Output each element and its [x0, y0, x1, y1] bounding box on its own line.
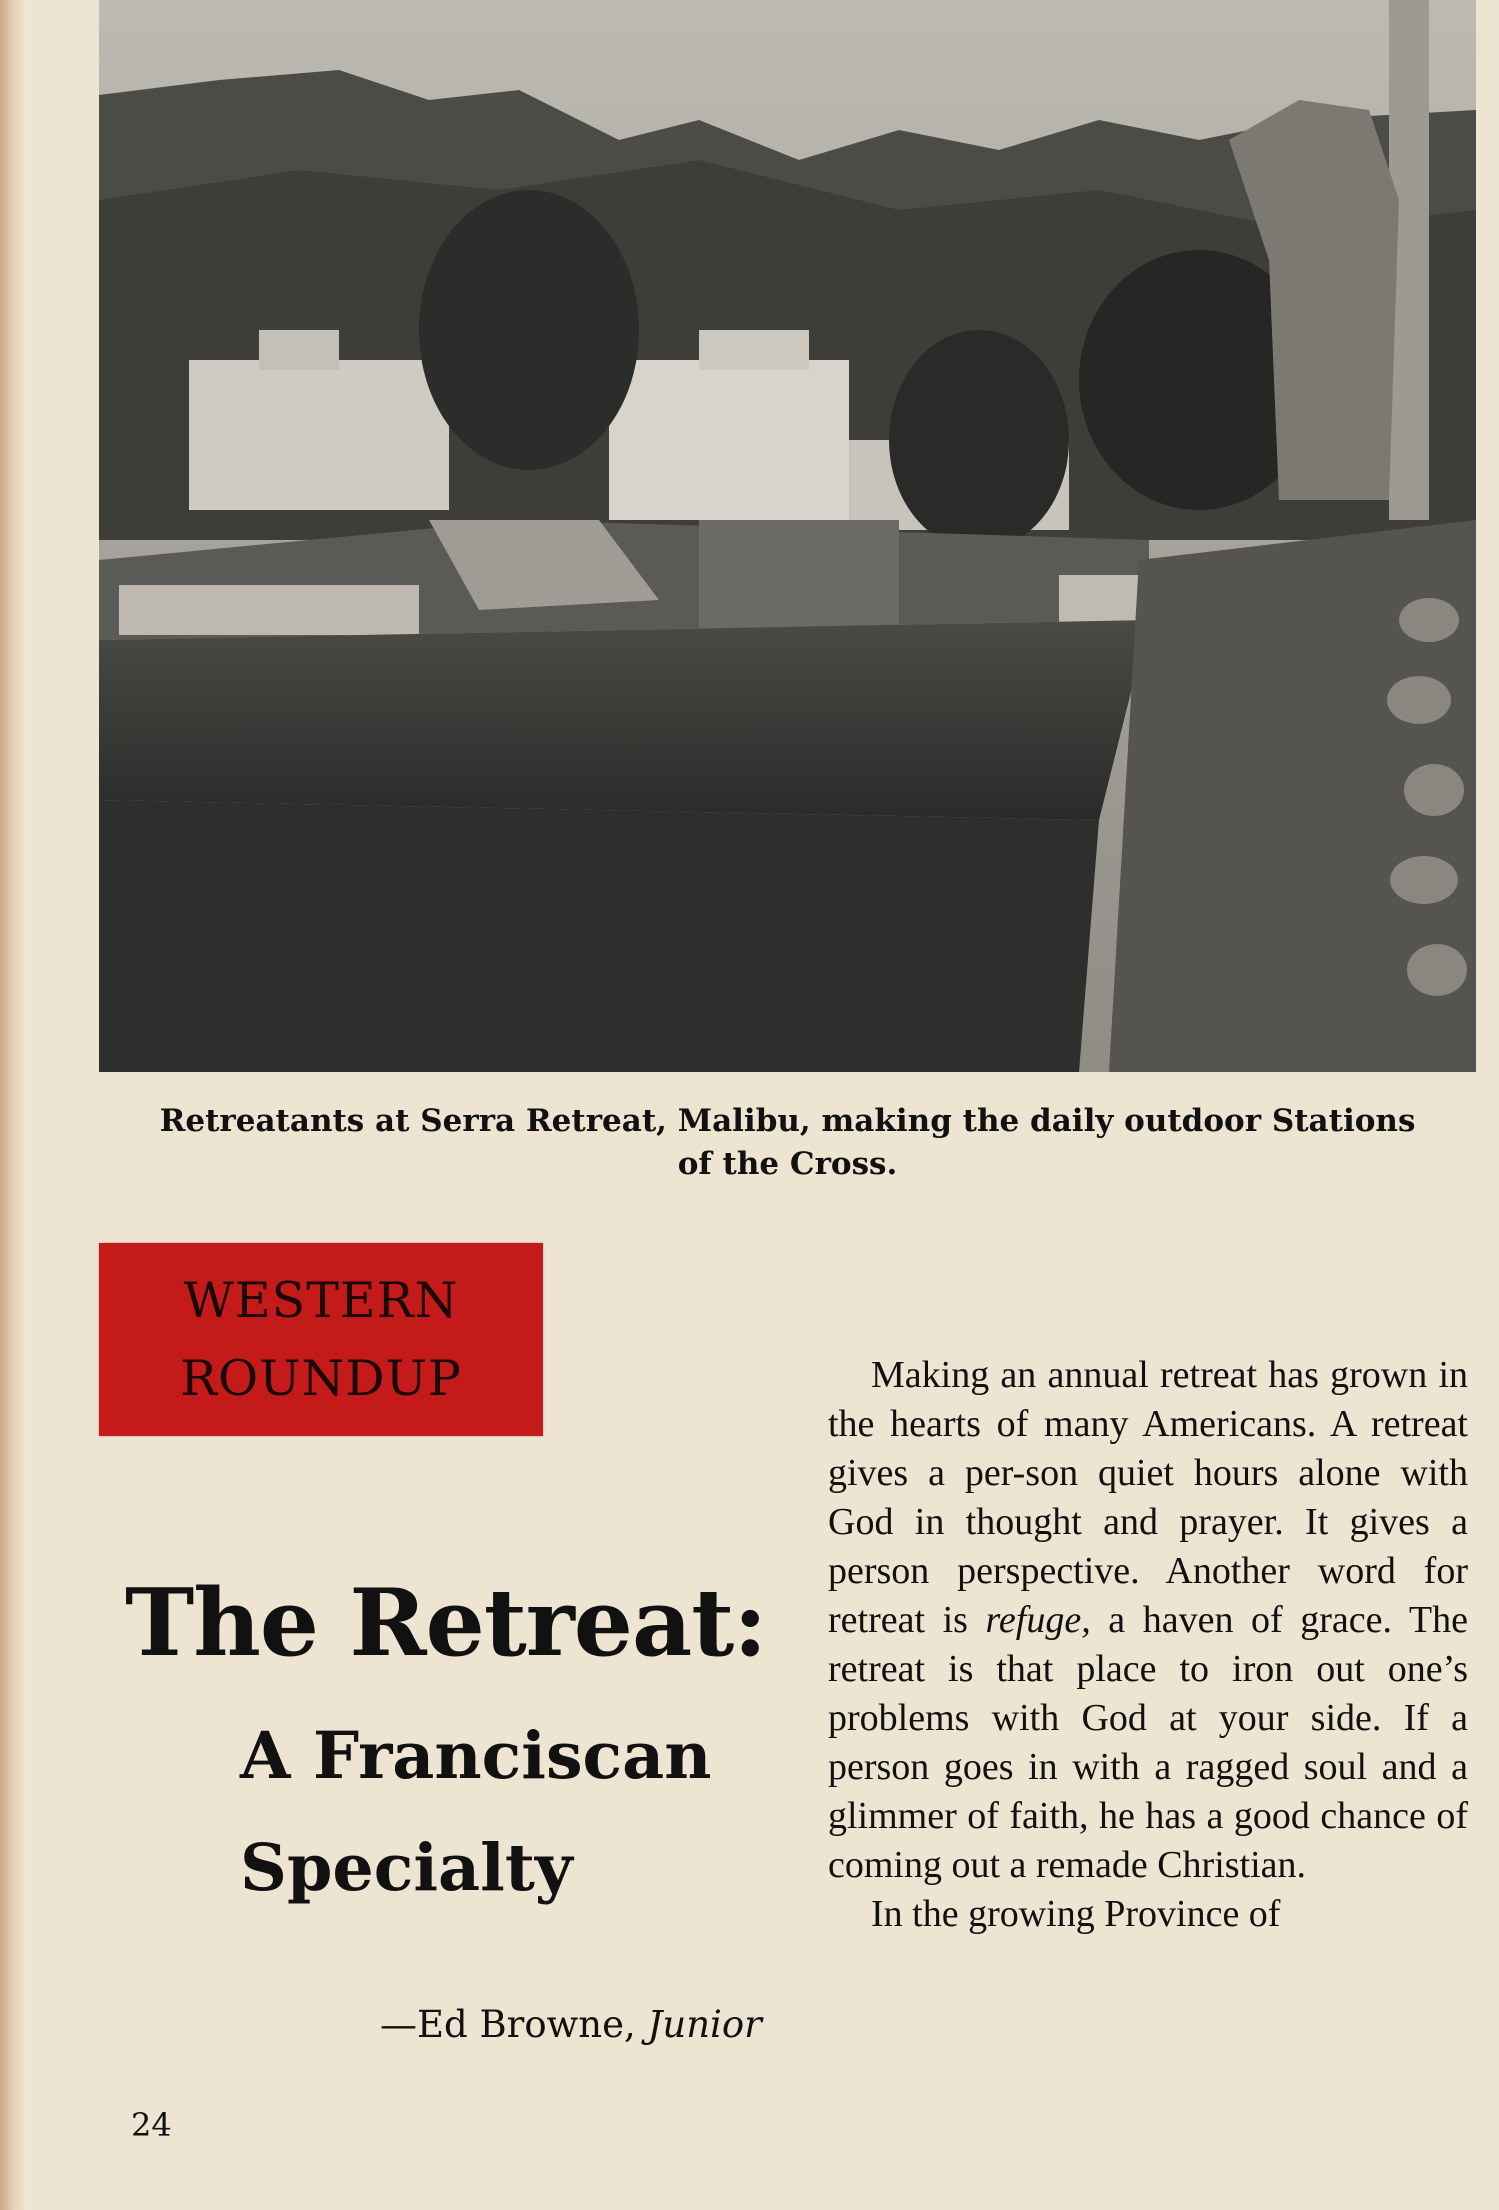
badge-line-2: ROUNDUP — [180, 1349, 462, 1407]
page-binding-edge — [0, 0, 26, 2210]
subtitle-line-2: Specialty — [240, 1830, 573, 1906]
retreat-photo — [99, 0, 1476, 1072]
paragraph-1-part-a: Making an annual retreat has grown in the hearts of many Americans. A retreat gives a per-son quiet hours alone with God in thought and prayer. It gives a person perspective. Another word for retreat is — [828, 1354, 1468, 1641]
article-title: The Retreat: — [125, 1568, 767, 1677]
byline-rank: Junior — [647, 2003, 762, 2046]
photo-scene — [99, 0, 1476, 1072]
badge-line-1: WESTERN — [183, 1271, 459, 1329]
byline-name: —Ed Browne, — [380, 2003, 636, 2046]
caption-line-2: of the Cross. — [677, 1146, 898, 1182]
article-byline — [380, 2000, 780, 2050]
photo-caption — [99, 1100, 1476, 1186]
paragraph-1-emphasis: refuge, — [985, 1599, 1091, 1641]
paragraph-1-part-b: a haven of grace. The retreat is that place to iron out one’s problems with God at your side. If a person goes in with a ragged soul and a glimmer of faith, he has a good chance of coming out a remade Christian. — [828, 1599, 1468, 1886]
article-body — [828, 1351, 1468, 1939]
paragraph-2: In the growing Province of — [871, 1893, 1281, 1935]
caption-line-1: Retreatants at Serra Retreat, Malibu, making the daily outdoor Stations — [159, 1103, 1416, 1139]
paragraph-1 — [828, 1351, 1468, 1890]
section-badge — [99, 1243, 543, 1436]
subtitle-line-1: A Franciscan — [240, 1718, 712, 1794]
page-number: 24 — [131, 2106, 172, 2144]
article-subtitle — [240, 1700, 760, 1924]
